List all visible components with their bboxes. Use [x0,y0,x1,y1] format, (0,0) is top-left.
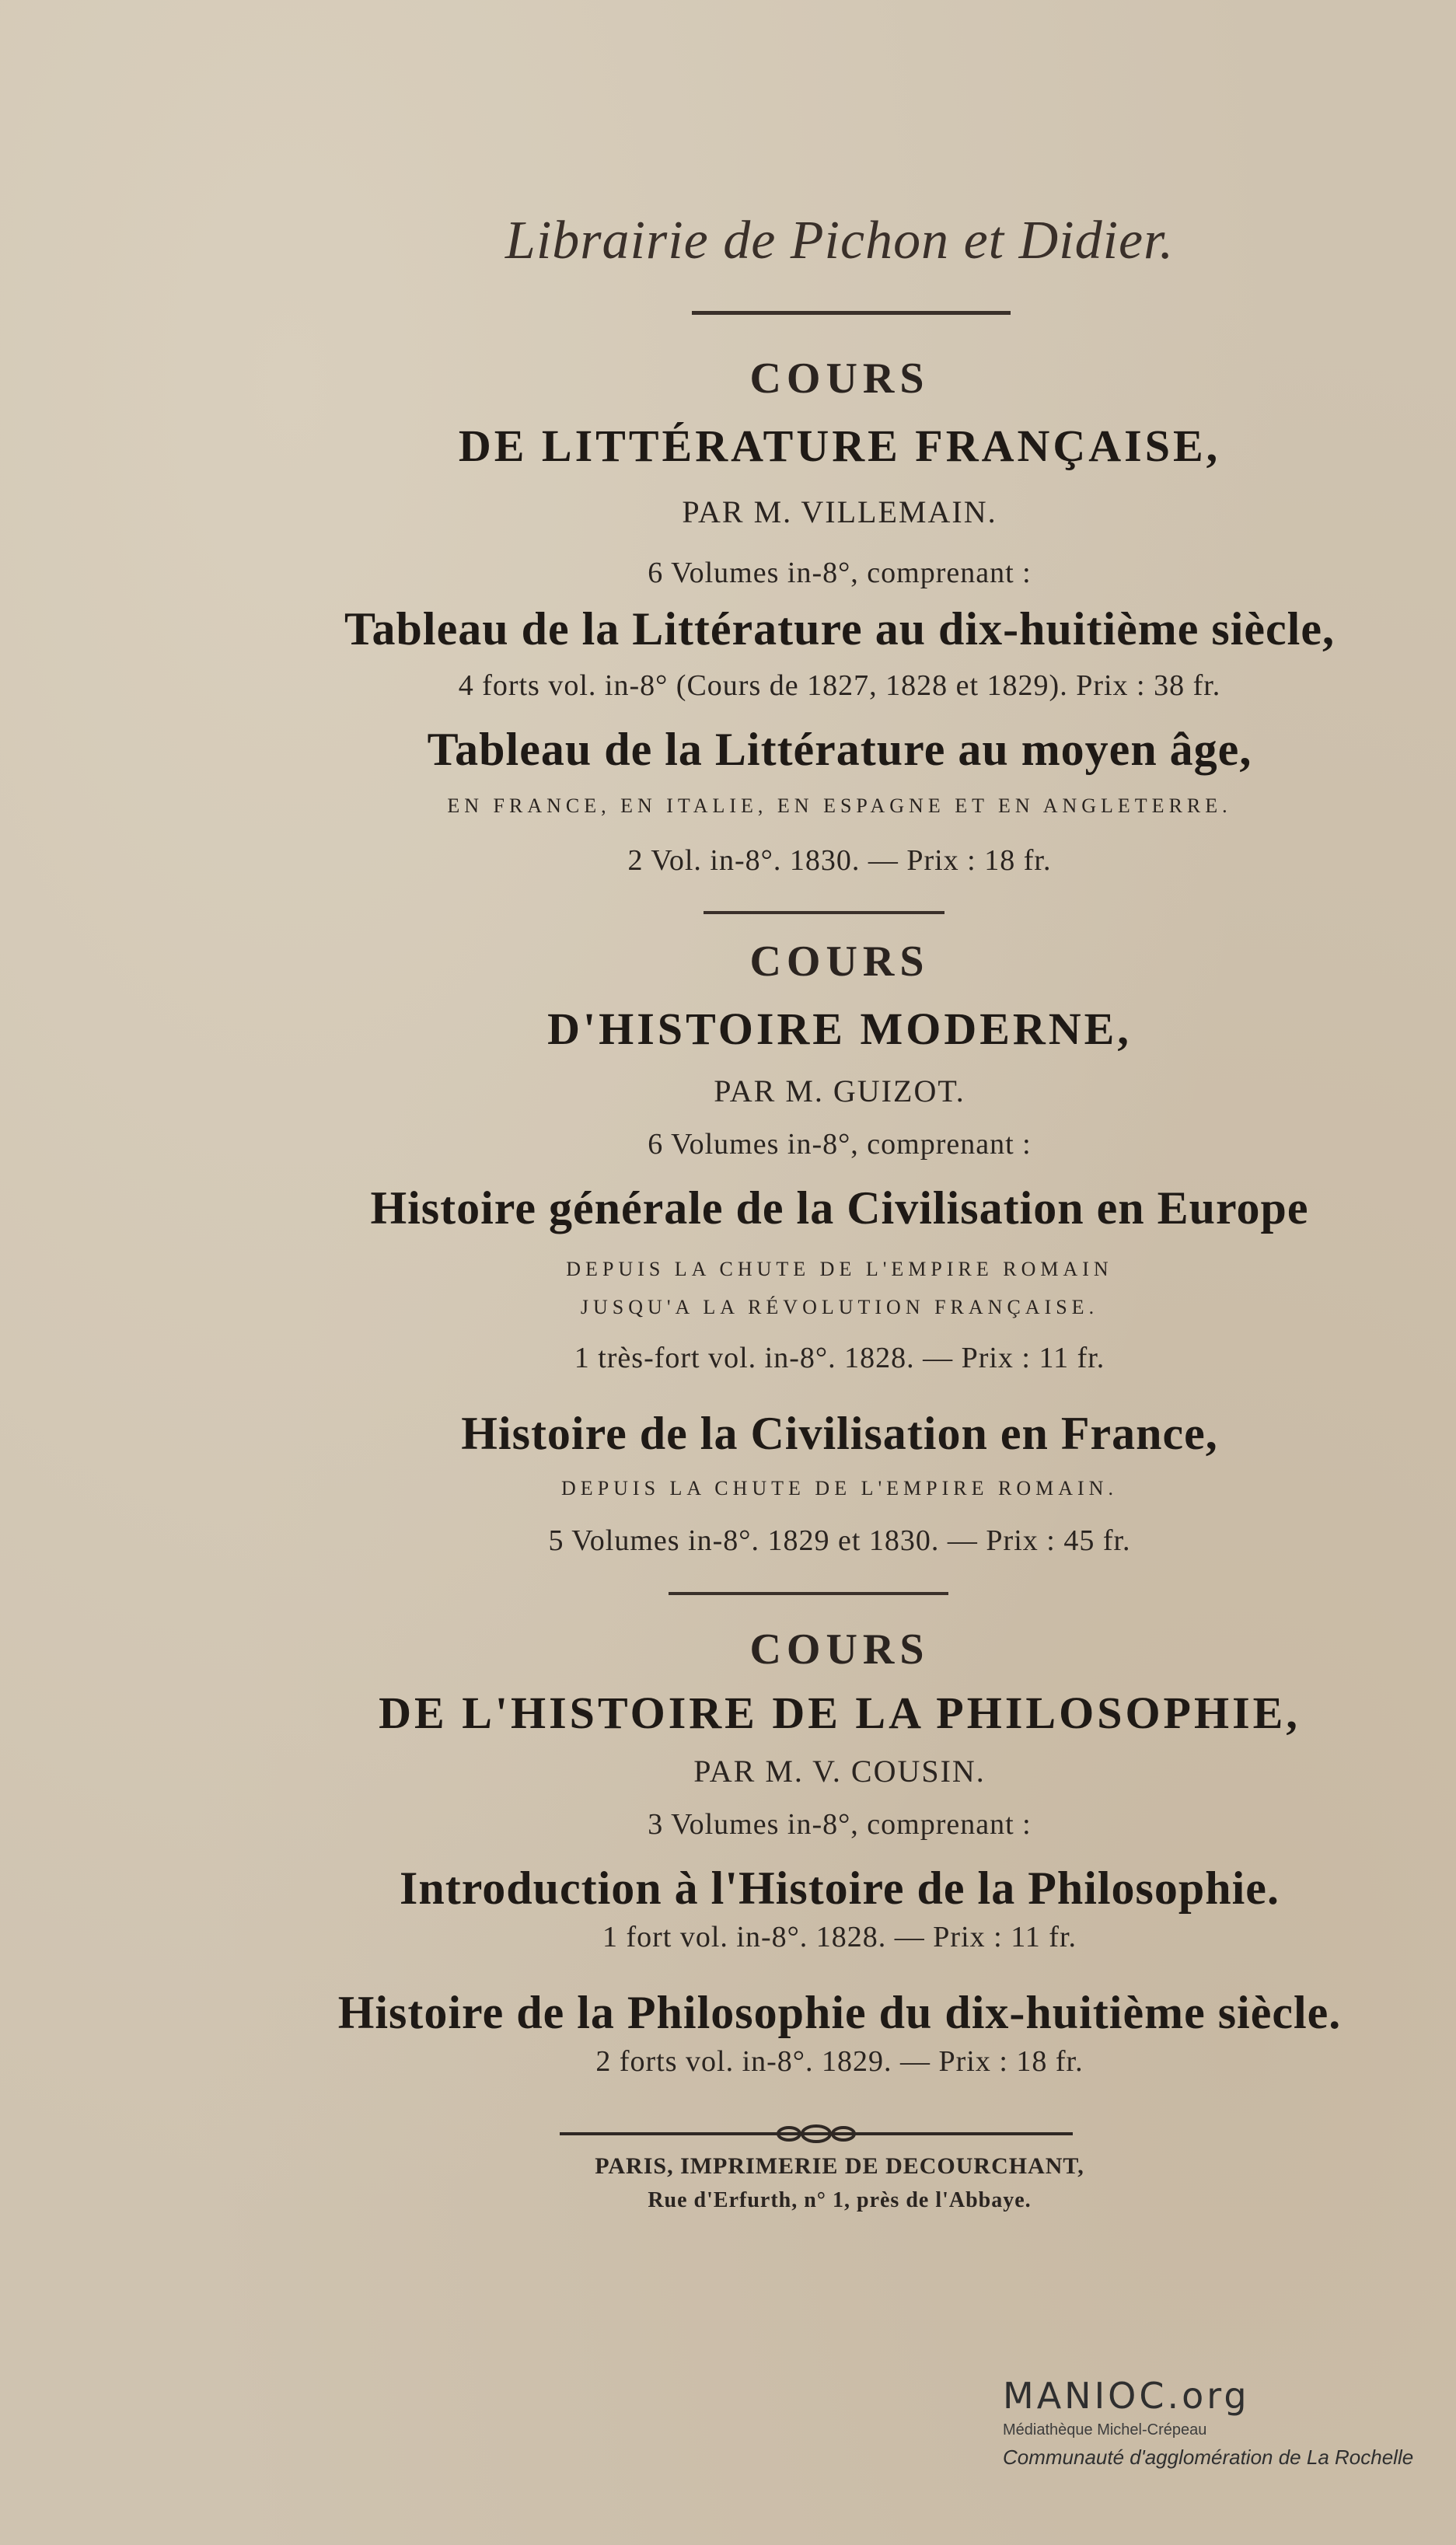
section-2-work-1-title: Histoire générale de la Civilisation en Europe [370,1182,1309,1234]
section-2-volumes: 6 Volumes in-8°, comprenant : [648,1128,1032,1161]
section-1-work-2-line-1: EN FRANCE, EN ITALIE, EN ESPAGNE ET EN ANGLETERRE. [447,794,1232,817]
section-1-work-2-title: Tableau de la Littérature au moyen âge, [427,724,1252,775]
section-divider-2 [669,1592,948,1595]
section-divider-1 [704,911,944,914]
section-3-work-1-title: Introduction à l'Histoire de la Philosophie. [400,1862,1280,1914]
section-1-cours: COURS [749,354,930,403]
section-2-work-1-line-2: JUSQU'A LA RÉVOLUTION FRANÇAISE. [580,1296,1099,1318]
section-1-work-2-line-2: 2 Vol. in-8°. 1830. — Prix : 18 fr. [627,844,1052,877]
manioc-logo-title: MANIOC.org [1003,2375,1250,2417]
section-3-author: PAR M. V. COUSIN. [693,1754,986,1789]
imprint-line-1: PARIS, IMPRIMERIE DE DECOURCHANT, [595,2153,1084,2179]
section-2-work-2-line-2: 5 Volumes in-8°. 1829 et 1830. — Prix : 45 fr. [548,1524,1131,1557]
section-1-title: DE LITTÉRATURE FRANÇAISE, [458,421,1221,471]
section-1-work-1-title: Tableau de la Littérature au dix-huitième siècle, [344,603,1335,655]
section-3-work-2-line-1: 2 forts vol. in-8°. 1829. — Prix : 18 fr. [595,2045,1084,2078]
header-rule [692,311,1011,315]
section-3-cours: COURS [749,1625,930,1674]
section-3-work-2-title: Histoire de la Philosophie du dix-huitième siècle. [337,1987,1342,2038]
manioc-logo-line-2: Communauté d'agglomération de La Rochelle [1003,2446,1414,2469]
section-2-author: PAR M. GUIZOT. [714,1074,965,1108]
section-2-work-1-line-3: 1 très-fort vol. in-8°. 1828. — Prix : 11 fr. [574,1342,1105,1374]
section-1-work-1-line-1: 4 forts vol. in-8° (Cours de 1827, 1828 et 1829). Prix : 38 fr. [458,669,1221,702]
section-3-title: DE L'HISTOIRE DE LA PHILOSOPHIE, [379,1688,1301,1738]
manioc-logo-line-1: Médiathèque Michel-Crépeau [1003,2421,1207,2439]
imprint-line-2: Rue d'Erfurth, n° 1, près de l'Abbaye. [648,2188,1032,2212]
section-3-work-1-line-1: 1 fort vol. in-8°. 1828. — Prix : 11 fr. [602,1921,1077,1953]
section-2-work-1-line-1: DEPUIS LA CHUTE DE L'EMPIRE ROMAIN [566,1258,1113,1280]
section-1-author: PAR M. VILLEMAIN. [682,494,997,529]
ornamental-rule [560,2114,1073,2153]
section-3-volumes: 3 Volumes in-8°, comprenant : [648,1808,1032,1841]
section-2-cours: COURS [749,937,930,986]
section-2-title: D'HISTOIRE MODERNE, [547,1004,1132,1054]
section-2-work-2-line-1: DEPUIS LA CHUTE DE L'EMPIRE ROMAIN. [561,1477,1118,1499]
section-1-volumes: 6 Volumes in-8°, comprenant : [648,557,1032,589]
section-2-work-2-title: Histoire de la Civilisation en France, [461,1408,1218,1459]
publisher-header: Librairie de Pichon et Didier. [505,211,1175,271]
manioc-watermark [1003,2375,1438,2470]
